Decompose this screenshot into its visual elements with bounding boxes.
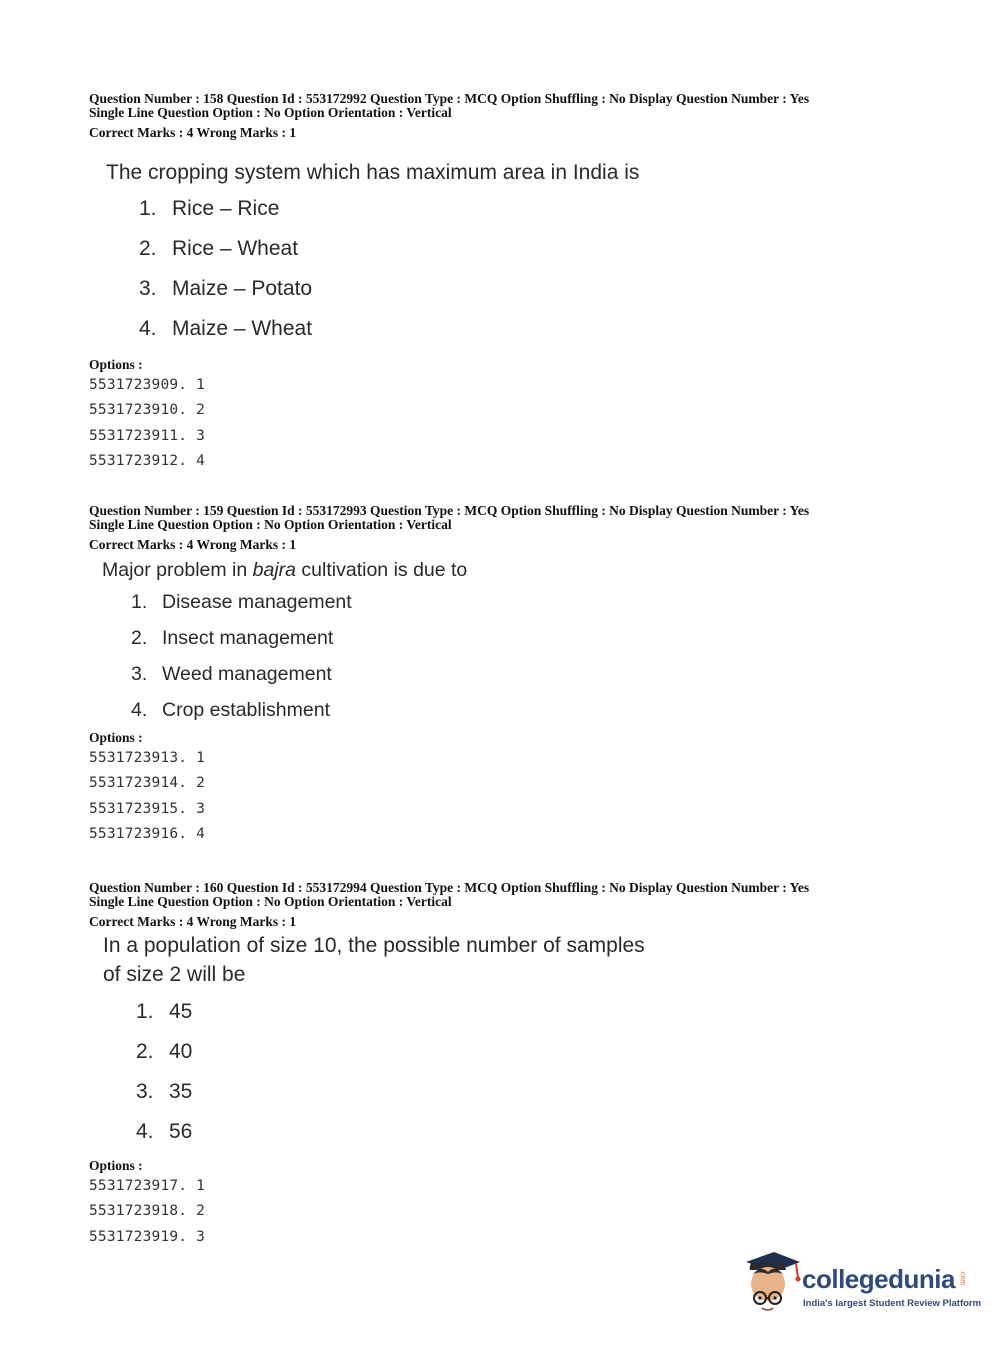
- options-label: Options :: [89, 357, 143, 372]
- question-158: [89, 92, 949, 474]
- choice-item: [131, 627, 949, 663]
- choice-number: 4.: [136, 1120, 154, 1143]
- option-id: 5531723917. 1: [89, 1178, 206, 1194]
- choice-item: [136, 1080, 949, 1120]
- choice-text: 56: [169, 1120, 193, 1143]
- option-id: 5531723912. 4: [89, 452, 206, 469]
- question-meta-line1: Question Number : 158 Question Id : 553172992 Question Type : MCQ Option Shuffling : No Display Question Number : Yes: [89, 91, 810, 106]
- options-label: Options :: [89, 730, 143, 745]
- choice-item: [136, 1040, 949, 1080]
- option-id-list: [89, 373, 949, 474]
- stem-text: cultivation is due to: [296, 559, 468, 581]
- option-id: 5531723914. 2: [89, 775, 206, 792]
- question-meta-line2: Single Line Question Option : No Option Orientation : Vertical: [89, 894, 452, 909]
- choice-text: Weed management: [162, 663, 332, 685]
- choice-item: [131, 663, 949, 699]
- option-id: 5531723918. 2: [89, 1203, 206, 1220]
- option-id-list: [89, 1174, 949, 1250]
- question-meta-line2: Single Line Question Option : No Option Orientation : Vertical: [89, 105, 452, 120]
- option-id: 5531723913. 1: [89, 750, 206, 766]
- collegedunia-logo: [740, 1250, 982, 1320]
- choice-list: [131, 591, 949, 735]
- choice-number: 3.: [131, 663, 148, 685]
- choice-number: 2.: [139, 237, 157, 260]
- choice-item: [131, 591, 949, 627]
- choice-text: Insect management: [162, 627, 334, 649]
- choice-list: [139, 197, 949, 357]
- choice-text: Maize – Wheat: [172, 317, 313, 340]
- choice-number: 4.: [139, 317, 157, 340]
- option-id: 5531723916. 4: [89, 825, 206, 842]
- choice-item: [139, 197, 949, 237]
- question-marks: Correct Marks : 4 Wrong Marks : 1: [89, 125, 297, 140]
- question-stem: [102, 556, 949, 585]
- choice-number: 3.: [136, 1080, 154, 1103]
- choice-number: 1.: [136, 1000, 154, 1023]
- option-id: 5531723909. 1: [89, 377, 206, 393]
- choice-number: 2.: [131, 627, 148, 649]
- stem-line: of size 2 will be: [103, 963, 246, 986]
- stem-line: In a population of size 10, the possible number of samples: [103, 934, 645, 957]
- question-marks: Correct Marks : 4 Wrong Marks : 1: [89, 914, 297, 929]
- question-stem: [103, 931, 949, 989]
- choice-text: Rice – Rice: [172, 197, 280, 220]
- choice-item: [139, 317, 949, 357]
- choice-text: 45: [169, 1000, 193, 1023]
- question-stem: The cropping system which has maximum area in India is: [106, 161, 640, 184]
- choice-text: 40: [169, 1040, 193, 1063]
- question-160: [89, 881, 949, 1250]
- options-label: Options :: [89, 1158, 143, 1173]
- logo-suffix: .com: [959, 1270, 966, 1286]
- student-mascot-icon: [740, 1250, 804, 1320]
- choice-item: [136, 1120, 949, 1160]
- choice-number: 1.: [139, 197, 157, 220]
- choice-item: [139, 277, 949, 317]
- question-meta-line2: Single Line Question Option : No Option Orientation : Vertical: [89, 517, 452, 532]
- option-id: 5531723919. 3: [89, 1228, 206, 1245]
- question-marks: Correct Marks : 4 Wrong Marks : 1: [89, 537, 297, 552]
- choice-item: [139, 237, 949, 277]
- stem-italic-term: bajra: [252, 559, 297, 581]
- choice-text: Maize – Potato: [172, 277, 313, 300]
- option-id: 5531723915. 3: [89, 800, 206, 817]
- choice-text: Rice – Wheat: [172, 237, 299, 260]
- choice-text: 35: [169, 1080, 193, 1103]
- stem-text: Major problem in: [102, 559, 253, 581]
- choice-list: [136, 1000, 949, 1160]
- question-meta-line1: Question Number : 160 Question Id : 553172994 Question Type : MCQ Option Shuffling : No Display Question Number : Yes: [89, 880, 810, 895]
- choice-text: Disease management: [162, 591, 352, 613]
- option-id-list: [89, 746, 949, 847]
- logo-wordmark: collegedunia: [802, 1264, 955, 1294]
- choice-number: 1.: [131, 591, 148, 613]
- choice-number: 3.: [139, 277, 157, 300]
- question-meta-line1: Question Number : 159 Question Id : 553172993 Question Type : MCQ Option Shuffling : No Display Question Number : Yes: [89, 503, 810, 518]
- question-159: [89, 504, 949, 847]
- choice-text: Crop establishment: [162, 699, 330, 721]
- logo-tagline: India's largest Student Review Platform: [803, 1298, 982, 1309]
- choice-number: 2.: [136, 1040, 154, 1063]
- option-id: 5531723910. 2: [89, 402, 206, 419]
- choice-number: 4.: [131, 699, 148, 721]
- choice-item: [136, 1000, 949, 1040]
- option-id: 5531723911. 3: [89, 427, 206, 444]
